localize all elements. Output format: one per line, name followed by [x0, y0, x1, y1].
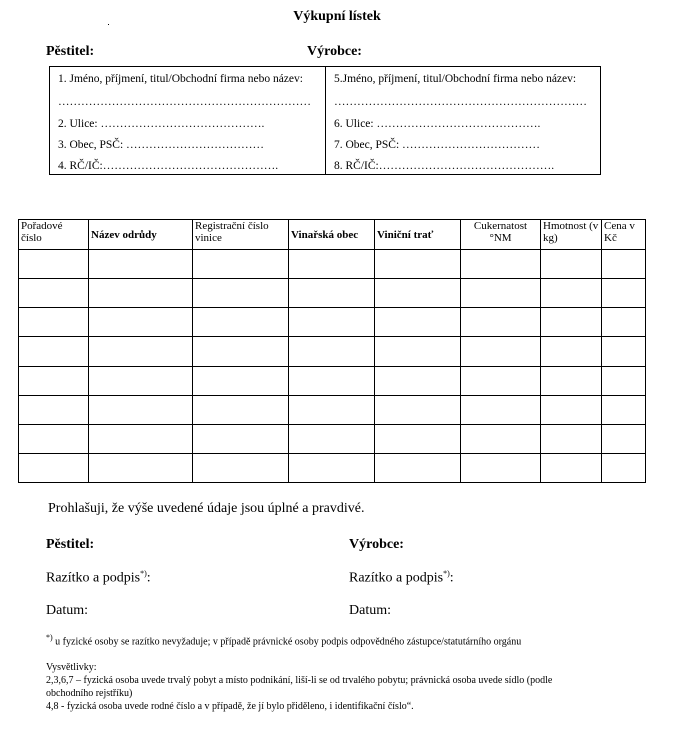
table-header-row [19, 220, 646, 250]
table-row [19, 453, 646, 482]
footnote-marker: *) [443, 569, 450, 578]
grower-id-field[interactable]: 4. RČ/IČ:………………………………………. [58, 160, 279, 172]
table-cell[interactable] [541, 366, 602, 395]
table-cell[interactable] [19, 250, 89, 279]
explanations-heading: Vysvětlivky: [46, 662, 97, 673]
table-cell[interactable] [193, 279, 289, 308]
table-cell[interactable] [461, 424, 541, 453]
table-cell[interactable] [89, 279, 193, 308]
table-cell[interactable] [461, 337, 541, 366]
producer-name-continuation[interactable]: ………………………………………………………… [334, 96, 587, 108]
table-cell[interactable] [193, 308, 289, 337]
producer-street-field[interactable]: 6. Ulice: ……………………………………. [334, 118, 541, 130]
table-cell[interactable] [193, 424, 289, 453]
table-cell[interactable] [375, 395, 461, 424]
table-cell[interactable] [19, 453, 89, 482]
table-cell[interactable] [289, 395, 375, 424]
table-cell[interactable] [461, 453, 541, 482]
table-row [19, 395, 646, 424]
table-cell[interactable] [461, 250, 541, 279]
table-cell[interactable] [289, 366, 375, 395]
table-row [19, 250, 646, 279]
explanation-line: 4,8 - fyzická osoba uvede rodné číslo a v případě, že jí bylo přiděleno, i identifikační číslo“. [46, 701, 414, 712]
table-cell[interactable] [19, 279, 89, 308]
table-cell[interactable] [89, 424, 193, 453]
table-cell[interactable] [89, 250, 193, 279]
col-header-vineyard-site: Viniční trať [375, 220, 461, 250]
table-cell[interactable] [602, 366, 646, 395]
table-cell[interactable] [19, 308, 89, 337]
table-cell[interactable] [541, 308, 602, 337]
table-cell[interactable] [89, 453, 193, 482]
table-cell[interactable] [19, 424, 89, 453]
col-header-variety: Název odrůdy [89, 220, 193, 250]
grower-name-continuation[interactable]: ………………………………………………………… [58, 96, 311, 108]
table-cell[interactable] [541, 424, 602, 453]
box-divider [325, 67, 326, 174]
table-cell[interactable] [289, 424, 375, 453]
table-cell[interactable] [602, 337, 646, 366]
table-row [19, 366, 646, 395]
grower-city-field[interactable]: 3. Obec, PSČ: ……………………………… [58, 139, 265, 151]
table-cell[interactable] [375, 279, 461, 308]
col-header-wine-village: Vinařská obec [289, 220, 375, 250]
table-cell[interactable] [602, 250, 646, 279]
table-cell[interactable] [602, 395, 646, 424]
table-cell[interactable] [375, 453, 461, 482]
footnote: *) u fyzické osoby se razítko nevyžaduje; v případě právnické osoby podpis odpovědného zástupce/statutárního orgánu [46, 633, 522, 648]
col-header-sugar: Cukernatost °NM [461, 220, 541, 250]
table-cell[interactable] [193, 453, 289, 482]
table-cell[interactable] [602, 308, 646, 337]
table-cell[interactable] [375, 337, 461, 366]
table-cell[interactable] [541, 337, 602, 366]
producer-id-field[interactable]: 8. RČ/IČ:………………………………………. [334, 160, 555, 172]
signature-producer-heading: Výrobce: [349, 537, 404, 552]
col-header-order: Pořadové číslo [19, 220, 89, 250]
table-cell[interactable] [193, 366, 289, 395]
table-cell[interactable] [602, 453, 646, 482]
table-cell[interactable] [541, 250, 602, 279]
table-cell[interactable] [193, 250, 289, 279]
table-row [19, 279, 646, 308]
producer-stamp-label: Razítko a podpis*): [349, 569, 454, 586]
footnote-marker: *) [140, 569, 147, 578]
table-cell[interactable] [602, 424, 646, 453]
grower-street-field[interactable]: 2. Ulice: ……………………………………. [58, 118, 265, 130]
purchase-table [18, 219, 646, 483]
col-header-price: Cena v Kč [602, 220, 646, 250]
col-header-weight: Hmotnost (v kg) [541, 220, 602, 250]
table-cell[interactable] [375, 366, 461, 395]
grower-name-field[interactable]: 1. Jméno, příjmení, titul/Obchodní firma nebo název: [58, 73, 303, 85]
grower-date-label: Datum: [46, 603, 88, 618]
table-cell[interactable] [541, 453, 602, 482]
table-cell[interactable] [193, 395, 289, 424]
table-cell[interactable] [89, 308, 193, 337]
table-cell[interactable] [461, 308, 541, 337]
table-cell[interactable] [289, 337, 375, 366]
table-cell[interactable] [541, 395, 602, 424]
table-row [19, 337, 646, 366]
table-cell[interactable] [289, 308, 375, 337]
table-cell[interactable] [19, 366, 89, 395]
explanation-line: obchodního rejstříku) [46, 688, 133, 699]
table-row [19, 308, 646, 337]
table-cell[interactable] [289, 279, 375, 308]
table-cell[interactable] [375, 308, 461, 337]
table-cell[interactable] [89, 366, 193, 395]
grower-heading: Pěstitel: [46, 44, 95, 59]
party-info-box [49, 66, 601, 175]
table-cell[interactable] [193, 337, 289, 366]
table-cell[interactable] [541, 279, 602, 308]
table-cell[interactable] [602, 279, 646, 308]
table-cell[interactable] [289, 453, 375, 482]
grower-stamp-label: Razítko a podpis*): [46, 569, 151, 586]
producer-date-label: Datum: [349, 603, 391, 618]
col-header-vineyard-reg: Registrační číslo vinice [193, 220, 289, 250]
signature-grower-heading: Pěstitel: [46, 537, 95, 552]
producer-name-field[interactable]: 5.Jméno, příjmení, titul/Obchodní firma nebo název: [334, 73, 577, 85]
producer-city-field[interactable]: 7. Obec, PSČ: ……………………………… [334, 139, 541, 151]
declaration-text: Prohlašuji, že výše uvedené údaje jsou úplné a pravdivé. [48, 501, 365, 516]
table-cell[interactable] [19, 395, 89, 424]
producer-heading: Výrobce: [307, 44, 362, 59]
table-cell[interactable] [461, 366, 541, 395]
table-cell[interactable] [375, 424, 461, 453]
table-cell[interactable] [375, 250, 461, 279]
table-row [19, 424, 646, 453]
page-title: Výkupní lístek [293, 9, 381, 24]
table-cell[interactable] [461, 279, 541, 308]
table-cell[interactable] [461, 395, 541, 424]
table-cell[interactable] [289, 250, 375, 279]
table-cell[interactable] [89, 337, 193, 366]
table-cell[interactable] [89, 395, 193, 424]
table-cell[interactable] [19, 337, 89, 366]
explanation-line: 2,3,6,7 – fyzická osoba uvede trvalý pobyt a místo podnikání, liší-li se od trvalého pobytu; právnická osoba uvede sídlo (podle [46, 675, 553, 686]
